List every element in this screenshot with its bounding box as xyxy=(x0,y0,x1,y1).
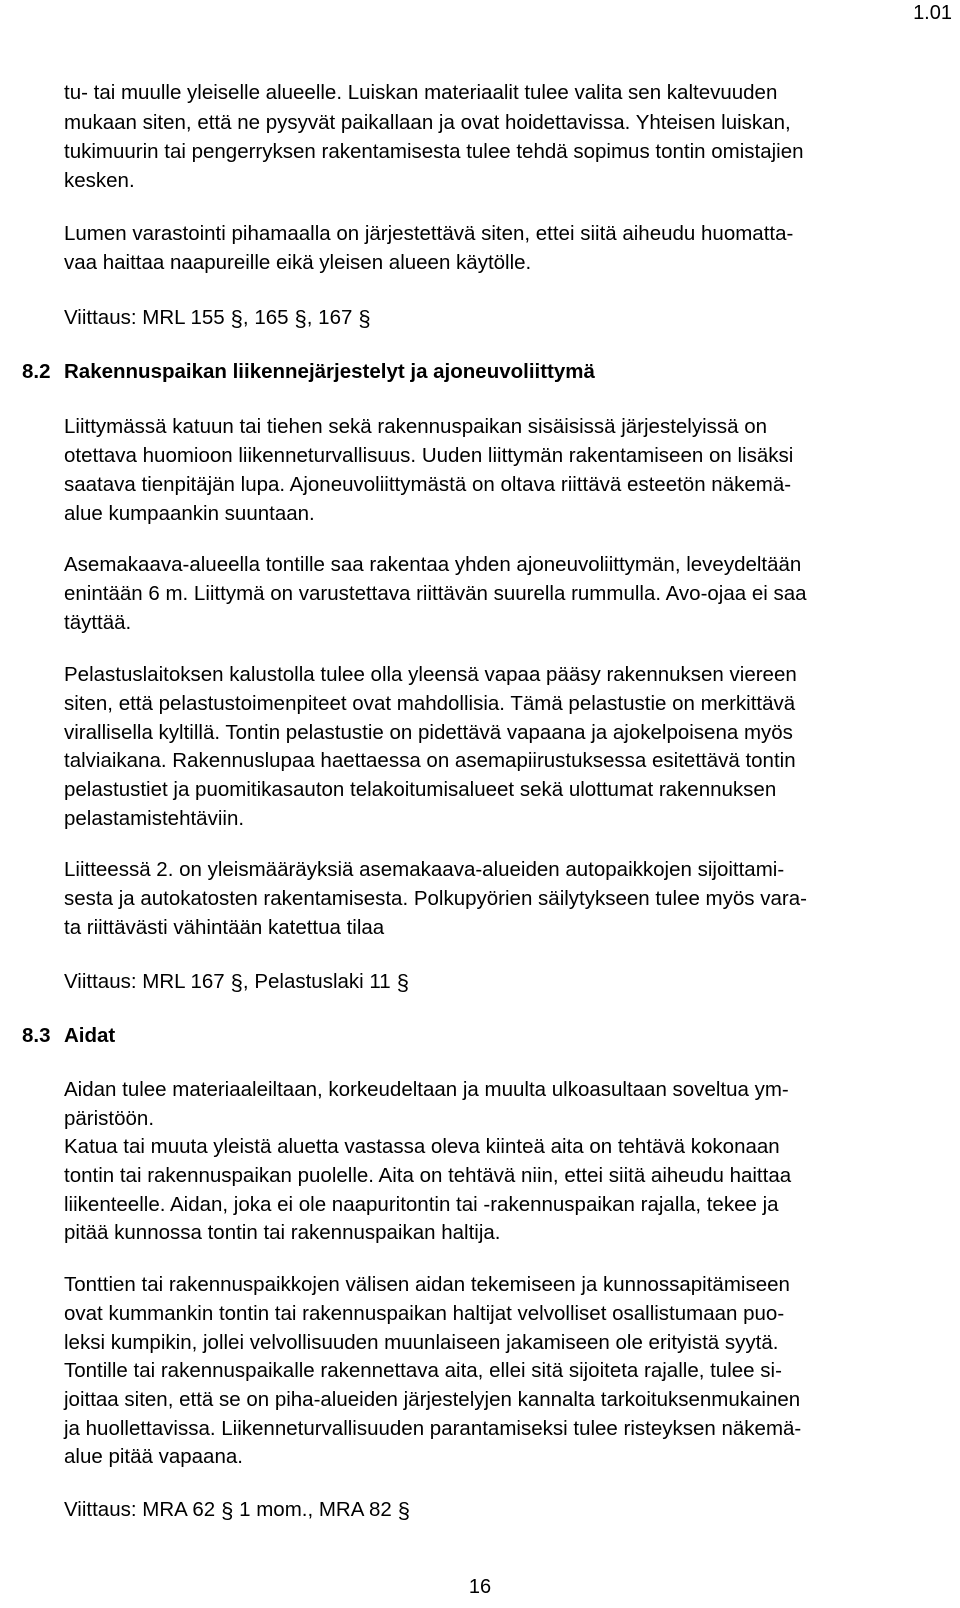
text-line: päristöön. xyxy=(64,1107,155,1130)
section-title: Rakennuspaikan liikennejärjestelyt ja ajoneuvoliittymä xyxy=(64,360,595,383)
page-number: 16 xyxy=(468,1576,492,1598)
text-line: tukimuurin tai pengerryksen rakentamisesta tulee tehdä sopimus tontin omistajien xyxy=(64,140,804,163)
reference-text: 1 mom., MRA 82 xyxy=(233,1498,392,1521)
text-line: tu- tai muulle yleiselle alueelle. Luiskan materiaalit tulee valita sen kaltevuuden xyxy=(64,81,778,104)
reference-text: , Pelastuslaki 11 xyxy=(242,970,391,993)
text-line: ja huollettavissa. Liikenneturvallisuuden parantamiseksi tulee risteyksen näkemä- xyxy=(64,1417,802,1440)
section-sign-icon: § xyxy=(396,970,409,995)
reference-line xyxy=(64,968,409,995)
reference-text: Viittaus: MRA 62 xyxy=(64,1498,216,1521)
text-line: saatava tienpitäjän lupa. Ajoneuvoliittymästä on oltava riittävä esteetön näkemä- xyxy=(64,473,792,496)
reference-text: , 165 xyxy=(242,306,289,329)
text-line: Lumen varastointi pihamaalla on järjestettävä siten, ettei siitä aiheudu huomatta- xyxy=(64,222,794,245)
section-number: 8.3 xyxy=(22,1024,51,1047)
text-line: Pelastuslaitoksen kalustolla tulee olla yleensä vapaa pääsy rakennuksen viereen xyxy=(64,663,797,686)
section-sign-icon: § xyxy=(230,970,243,995)
text-line: vaa haittaa naapureille eikä yleisen alueen käytölle. xyxy=(64,251,532,274)
text-line: liikenteelle. Aidan, joka ei ole naapuritontin tai -rakennuspaikan rajalla, tekee ja xyxy=(64,1193,779,1216)
text-line: alue pitää vapaana. xyxy=(64,1445,243,1468)
text-line: ovat kummankin tontin tai rakennuspaikan haltijat velvolliset osallistumaan puo- xyxy=(64,1302,785,1325)
reference-text: , 167 xyxy=(306,306,353,329)
text-line: Liittymässä katuun tai tiehen sekä rakennuspaikan sisäisissä järjestelyissä on xyxy=(64,415,768,438)
text-line: pelastustiet ja puomitikasauton telakoitumisalueet sekä ulottumat rakennuksen xyxy=(64,778,777,801)
text-line: leksi kumpikin, jollei velvollisuuden muunlaiseen jakamiseen ole erityistä syytä. xyxy=(64,1331,779,1354)
reference-line xyxy=(64,1496,410,1523)
text-line: sesta ja autokatosten rakentamisesta. Polkupyörien säilytykseen tulee myös vara- xyxy=(64,887,807,910)
text-line: Asemakaava-alueella tontille saa rakentaa yhden ajoneuvoliittymän, leveydeltään xyxy=(64,553,802,576)
text-line: otettava huomioon liikenneturvallisuus. Uuden liittymän rakentamiseen on lisäksi xyxy=(64,444,794,467)
text-line: talviaikana. Rakennuslupaa haettaessa on asemapiirustuksessa esitettävä tontin xyxy=(64,749,796,772)
text-line: Tonttien tai rakennuspaikkojen välisen aidan tekemiseen ja kunnossapitämiseen xyxy=(64,1273,790,1296)
section-title: Aidat xyxy=(64,1024,116,1047)
text-line: ta riittävästi vähintään katettua tilaa xyxy=(64,916,385,939)
section-sign-icon: § xyxy=(221,1498,234,1523)
text-line: enintään 6 m. Liittymä on varustettava riittävän suurella rummulla. Avo-ojaa ei saa xyxy=(64,582,807,605)
text-line: tontin tai rakennuspaikan puolelle. Aita on tehtävä niin, ettei siitä aiheudu haittaa xyxy=(64,1164,792,1187)
version-label: 1.01 xyxy=(913,2,952,24)
text-line: täyttää. xyxy=(64,611,132,634)
text-line: pitää kunnossa tontin tai rakennuspaikan haltija. xyxy=(64,1221,501,1244)
section-number: 8.2 xyxy=(22,360,51,383)
text-line: joittaa siten, että se on piha-alueiden järjestelyjen kannalta tarkoituksenmukainen xyxy=(64,1388,801,1411)
text-line: virallisella kyltillä. Tontin pelastustie on pidettävä vapaana ja ajokelpoisena myös xyxy=(64,721,793,744)
text-line: Tontille tai rakennuspaikalle rakennettava aita, ellei sitä sijoiteta rajalle, tulee si- xyxy=(64,1359,782,1382)
section-sign-icon: § xyxy=(230,306,243,331)
section-sign-icon: § xyxy=(358,306,371,331)
section-sign-icon: § xyxy=(294,306,307,331)
reference-text: Viittaus: MRL 167 xyxy=(64,970,225,993)
text-line: alue kumpaankin suuntaan. xyxy=(64,502,315,525)
text-line: kesken. xyxy=(64,169,135,192)
section-sign-icon: § xyxy=(397,1498,411,1523)
reference-line xyxy=(64,304,371,331)
reference-text: Viittaus: MRL 155 xyxy=(64,306,225,329)
text-line: mukaan siten, että ne pysyvät paikallaan ja ovat hoidettavissa. Yhteisen luiskan, xyxy=(64,111,791,134)
text-line: Katua tai muuta yleistä aluetta vastassa oleva kiinteä aita on tehtävä kokonaan xyxy=(64,1135,780,1158)
text-line: Aidan tulee materiaaleiltaan, korkeudeltaan ja muulta ulkoasultaan soveltua ym- xyxy=(64,1078,789,1101)
text-line: Liitteessä 2. on yleismääräyksiä asemakaava-alueiden autopaikkojen sijoittami- xyxy=(64,858,785,881)
text-line: pelastamistehtäviin. xyxy=(64,807,245,830)
text-line: siten, että pelastustoimenpiteet ovat mahdollisia. Tämä pelastustie on merkittävä xyxy=(64,692,796,715)
